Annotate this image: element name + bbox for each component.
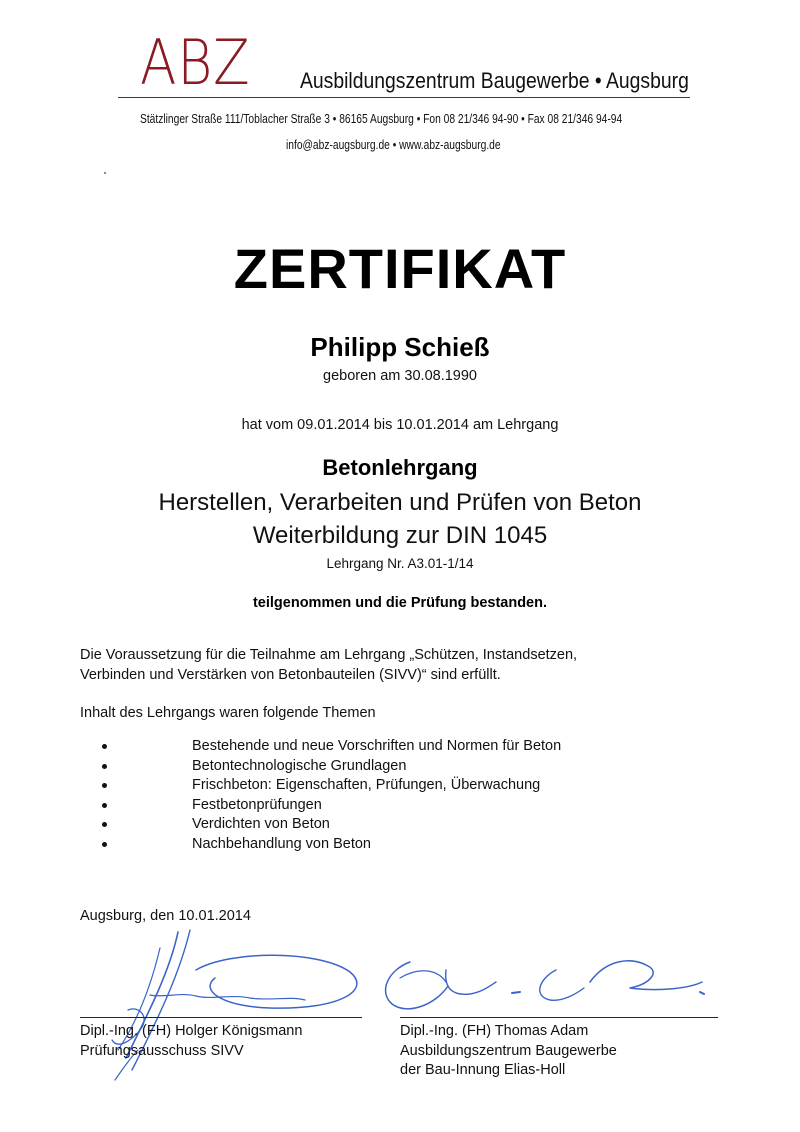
signer-left-role: Prüfungsausschuss SIVV [80, 1042, 244, 1059]
list-item [0, 737, 800, 757]
signature-right [386, 961, 704, 1009]
list-item [0, 796, 800, 816]
result-statement: teilgenommen und die Prüfung bestanden. [252, 595, 548, 611]
abz-logo: ABZ [140, 26, 251, 99]
signature-line-right [400, 1017, 718, 1018]
list-item [0, 815, 800, 835]
place-and-date: Augsburg, den 10.01.2014 [80, 908, 251, 924]
signer-right-guild: der Bau-Innung Elias-Holl [400, 1062, 566, 1078]
bullet-icon [102, 842, 107, 847]
topic-text: Festbetonprüfungen [192, 796, 322, 813]
requirement-text-line-1: Die Voraussetzung für die Teilnahme am Lehrgang „Schützen, Instandsetzen, [80, 647, 578, 663]
list-item [0, 835, 800, 855]
topics-list [0, 737, 800, 855]
address-line: Stätzlinger Straße 111/Toblacher Straße 3 • 86165 Augsburg • Fon 08 21/346 94-90 • Fax 08 21/346 94-94 [140, 112, 623, 126]
paper-speck [104, 172, 106, 174]
bullet-icon [102, 803, 107, 808]
signer-right-organization: Ausbildungszentrum Baugewerbe [400, 1042, 617, 1059]
bullet-icon [102, 783, 107, 788]
bullet-icon [102, 744, 107, 749]
topic-text: Frischbeton: Eigenschaften, Prüfungen, Überwachung [192, 777, 541, 794]
recipient-name: Philipp Schieß [310, 332, 490, 362]
signer-left [80, 1022, 302, 1061]
letterhead-divider [118, 97, 690, 98]
signer-left-name: Dipl.-Ing. (FH) Holger Königsmann [80, 1023, 303, 1039]
contact-line: info@abz-augsburg.de • www.abz-augsburg.de [286, 138, 501, 152]
signer-right-name: Dipl.-Ing. (FH) Thomas Adam [400, 1023, 589, 1039]
birth-date: geboren am 30.08.1990 [323, 368, 477, 384]
course-standard: Weiterbildung zur DIN 1045 [252, 522, 548, 549]
bullet-icon [102, 764, 107, 769]
attendance-period: hat vom 09.01.2014 bis 10.01.2014 am Lehrgang [241, 417, 559, 433]
topic-text: Verdichten von Beton [192, 816, 330, 833]
course-subtitle: Herstellen, Verarbeiten und Prüfen von Beton [158, 489, 642, 516]
course-title: Betonlehrgang [322, 455, 478, 480]
requirement-text-line-2: Verbinden und Verstärken von Betonbauteilen (SIVV)“ sind erfüllt. [80, 667, 501, 683]
topics-intro: Inhalt des Lehrgangs waren folgende Themen [80, 705, 376, 721]
list-item [0, 757, 800, 777]
course-number: Lehrgang Nr. A3.01-1/14 [326, 556, 474, 571]
signature-line-left [80, 1017, 362, 1018]
list-item [0, 776, 800, 796]
signer-right [400, 1022, 617, 1081]
bullet-icon [102, 822, 107, 827]
organization-name: Ausbildungszentrum Baugewerbe • Augsburg [300, 68, 689, 93]
topic-text: Betontechnologische Grundlagen [192, 757, 407, 774]
certificate-title: ZERTIFIKAT [233, 237, 567, 300]
topic-text: Bestehende und neue Vorschriften und Normen für Beton [192, 738, 562, 754]
topic-text: Nachbehandlung von Beton [192, 835, 371, 852]
